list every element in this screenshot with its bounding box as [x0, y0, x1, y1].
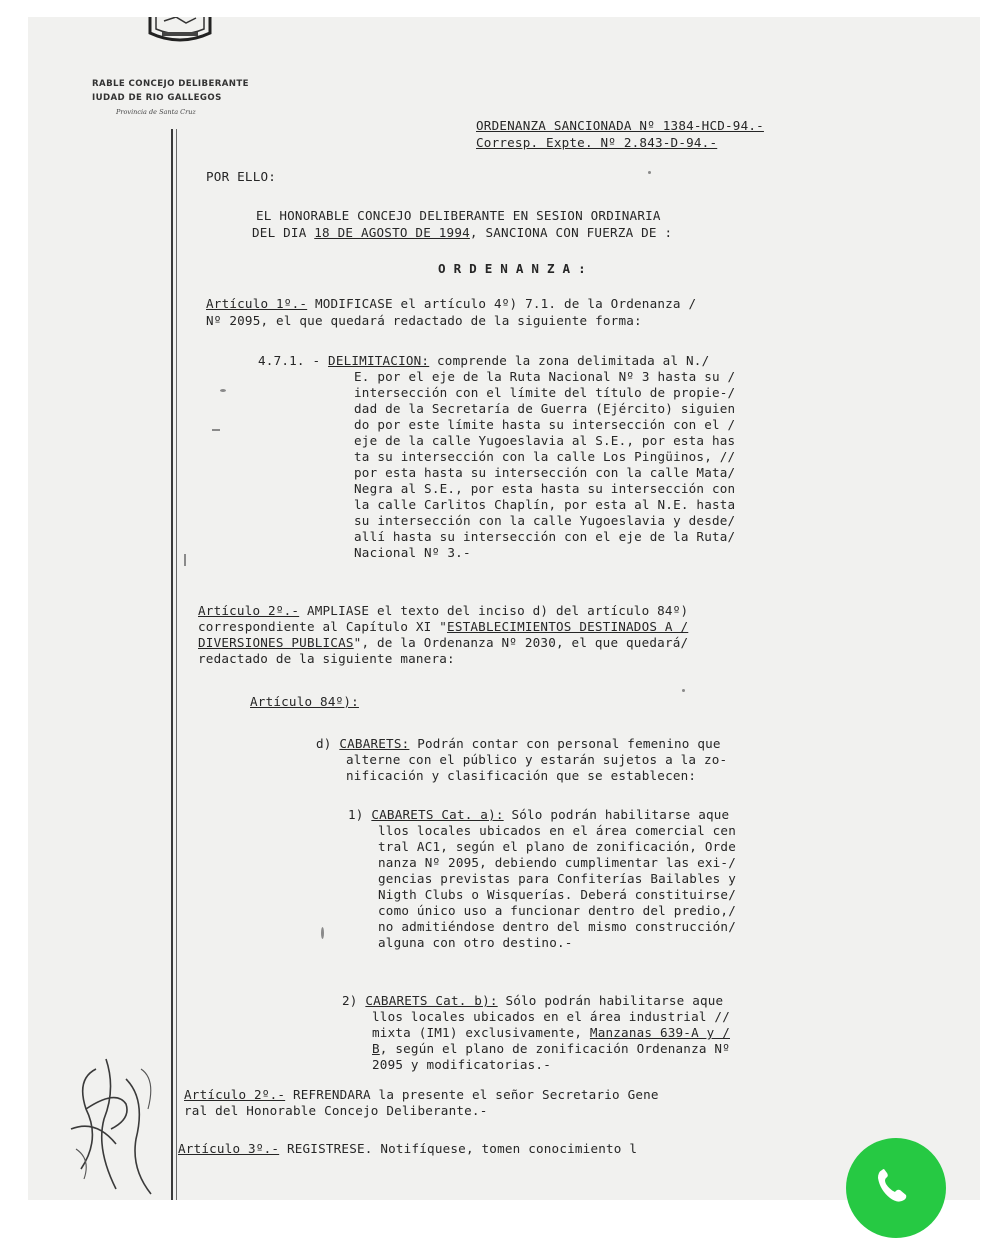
file-reference: Corresp. Expte. Nº 2.843-D-94.-: [476, 135, 718, 150]
city-name: IUDAD DE RIO GALLEGOS: [92, 93, 222, 103]
cabarets-cat-a-line: tral AC1, según el plano de zonificación, Orde: [378, 839, 736, 854]
cabarets-cat-a-line: alguna con otro destino.-: [378, 935, 573, 950]
coat-of-arms-seal: [146, 17, 214, 45]
province-name: Provincia de Santa Cruz: [116, 108, 196, 116]
document-page: [28, 17, 980, 1200]
cabarets-cat-b-line-3: mixta (IM1) exclusivamente, Manzanas 639-A y /: [372, 1025, 730, 1040]
article-2-line-3: DIVERSIONES PUBLICAS", de la Ordenanza Nº 2030, el que quedará/: [198, 635, 689, 650]
cabarets-cat-a-line: nanza Nº 2095, debiendo cumplimentar las exi-/: [378, 855, 736, 870]
margin-rule-secondary: [176, 129, 177, 1200]
delimitation-line: Negra al S.E., por esta hasta su intersección con: [354, 481, 736, 496]
article-1-line-1: Artículo 1º.- MODIFICASE el artículo 4º) 7.1. de la Ordenanza /: [206, 296, 697, 311]
delimitation-line: Nacional Nº 3.-: [354, 545, 471, 560]
article-2-line-1: Artículo 2º.- AMPLIASE el texto del inciso d) del artículo 84º): [198, 603, 689, 618]
scan-speck: [682, 689, 685, 692]
scan-speck: [212, 429, 220, 431]
cabarets-cat-a-line: Nigth Clubs o Wisquerías. Deberá constituirse/: [378, 887, 736, 902]
por-ello-heading: POR ELLO:: [206, 169, 277, 184]
cabarets-cat-b-line-4: B, según el plano de zonificación Ordenanza Nº: [372, 1041, 730, 1056]
cabarets-cat-a-line: gencias previstas para Confiterías Bailables y: [378, 871, 736, 886]
delimitation-line: ta su intersección con la calle Los Pingüinos, //: [354, 449, 736, 464]
article-2-line-4: redactado de la siguiente manera:: [198, 651, 455, 666]
delimitation-line: E. por el eje de la Ruta Nacional Nº 3 hasta su /: [354, 369, 736, 384]
cabarets-cat-a-line: no admitiéndose dentro del mismo construcción/: [378, 919, 736, 934]
cabarets-cat-b-line-1: 2) CABARETS Cat. b): Sólo podrán habilitarse aque: [342, 993, 724, 1008]
article-registrese-line-1: Artículo 3º.- REGISTRESE. Notifíquese, tomen conocimiento l: [178, 1141, 638, 1156]
article-refrendara-line-1: Artículo 2º.- REFRENDARA la presente el señor Secretario Gene: [184, 1087, 659, 1102]
cabarets-line: alterne con el público y estarán sujetos a la zo-: [346, 752, 728, 767]
cabarets-line-1: d) CABARETS: Podrán contar con personal femenino que: [316, 736, 721, 751]
delimitation-line: la calle Carlitos Chaplín, por esta al N.E. hasta: [354, 497, 736, 512]
delimitation-line-1: 4.7.1. - DELIMITACION: comprende la zona delimitada al N./: [258, 353, 710, 368]
delimitation-line: dad de la Secretaría de Guerra (Ejército) siguien: [354, 401, 736, 416]
cabarets-cat-b-line: 2095 y modificatorias.-: [372, 1057, 551, 1072]
delimitation-line: do por este límite hasta su intersección con el /: [354, 417, 736, 432]
cabarets-cat-a-line-1: 1) CABARETS Cat. a): Sólo podrán habilitarse aque: [348, 807, 730, 822]
article-84-heading: Artículo 84º):: [250, 694, 359, 709]
cabarets-line: nificación y clasificación que se establecen:: [346, 768, 697, 783]
council-name: RABLE CONCEJO DELIBERANTE: [92, 79, 249, 89]
scan-speck: [321, 927, 324, 939]
intro-line-1: EL HONORABLE CONCEJO DELIBERANTE EN SESION ORDINARIA: [256, 208, 661, 223]
intro-line-2: DEL DIA 18 DE AGOSTO DE 1994, SANCIONA CON FUERZA DE :: [252, 225, 673, 240]
cabarets-cat-b-line: llos locales ubicados en el área industrial //: [372, 1009, 730, 1024]
ordinance-number: ORDENANZA SANCIONADA Nº 1384-HCD-94.-: [476, 118, 764, 133]
article-2-line-2: correspondiente al Capítulo XI "ESTABLECIMIENTOS DESTINADOS A /: [198, 619, 689, 634]
ordinance-title: O R D E N A N Z A :: [438, 261, 586, 276]
delimitation-line: intersección con el límite del título de propie-/: [354, 385, 736, 400]
session-date: 18 DE AGOSTO DE 1994: [314, 225, 470, 240]
handwritten-signature: [56, 1049, 176, 1199]
delimitation-line: eje de la calle Yugoeslavia al S.E., por esta has: [354, 433, 736, 448]
delimitation-line: su intersección con la calle Yugoeslavia y desde/: [354, 513, 736, 528]
cabarets-cat-a-line: como único uso a funcionar dentro del predio,/: [378, 903, 736, 918]
cabarets-cat-a-line: llos locales ubicados en el área comercial cen: [378, 823, 736, 838]
article-1-line-2: Nº 2095, el que quedará redactado de la siguiente forma:: [206, 313, 642, 328]
delimitation-line: por esta hasta su intersección con la calle Mata/: [354, 465, 736, 480]
whatsapp-icon: [864, 1156, 920, 1212]
margin-rule: [171, 129, 173, 1200]
scan-speck: [184, 554, 186, 566]
article-refrendara-line-2: ral del Honorable Concejo Deliberante.-: [184, 1103, 488, 1118]
whatsapp-button[interactable]: [846, 1138, 946, 1238]
scan-speck: [648, 171, 651, 174]
scan-speck: [220, 389, 226, 392]
delimitation-line: allí hasta su intersección con el eje de la Ruta/: [354, 529, 736, 544]
